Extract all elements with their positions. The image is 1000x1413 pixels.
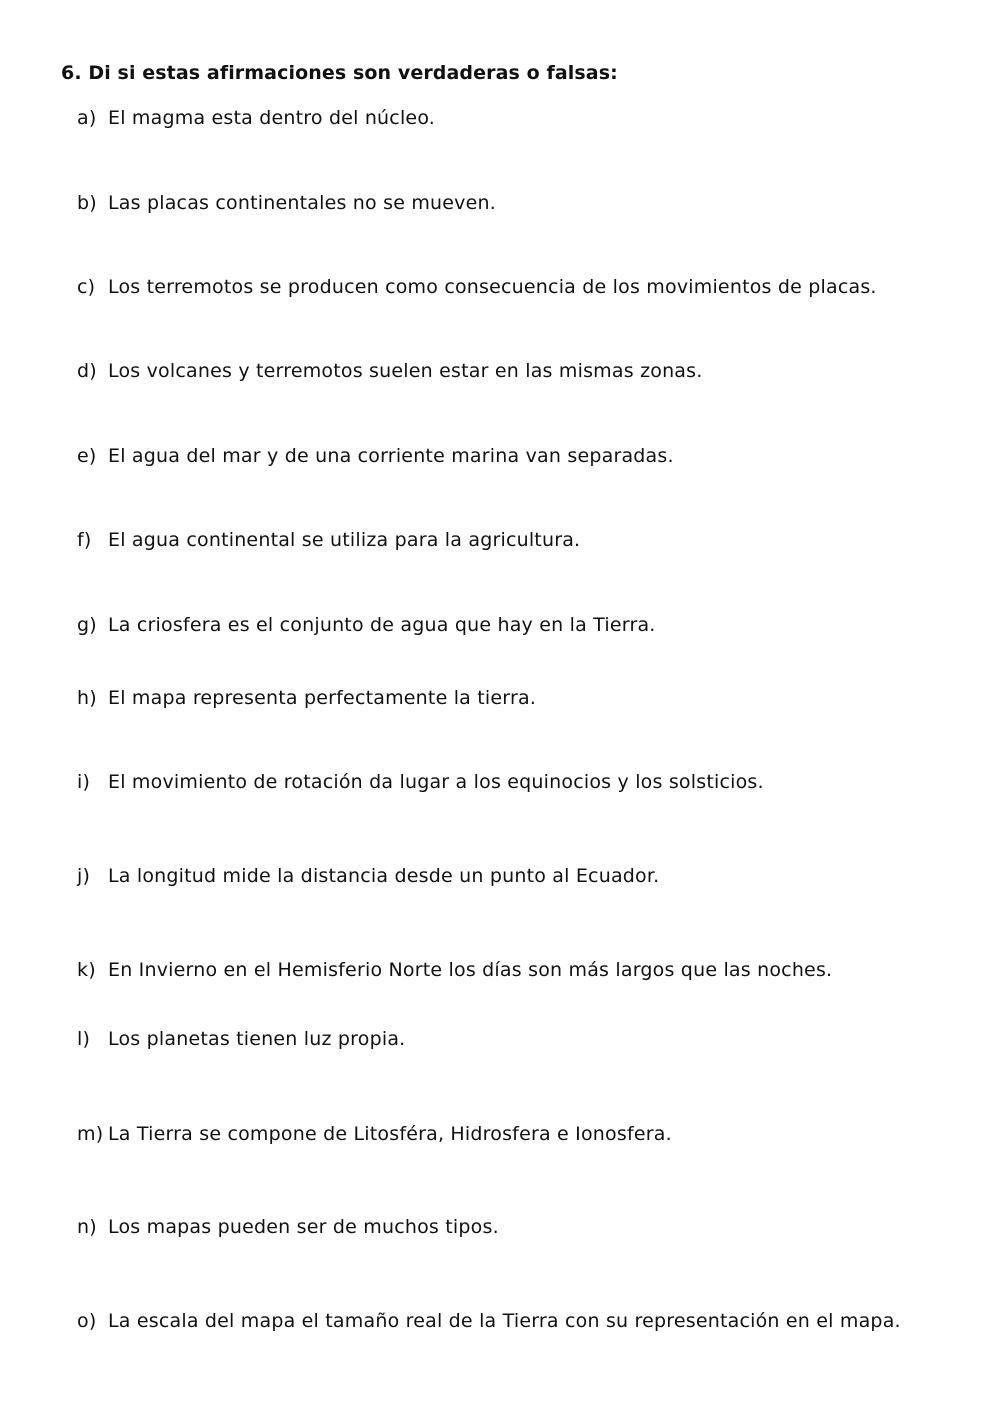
statement-g (77, 612, 656, 638)
statement-label: k) (77, 959, 96, 981)
statement-text: Los terremotos se producen como consecuencia de los movimientos de placas. (108, 276, 877, 298)
exercise-title: 6. Di si estas afirmaciones son verdaderas o falsas: (61, 62, 618, 84)
statement-h (77, 685, 536, 711)
statement-text: El agua del mar y de una corriente marina van separadas. (108, 445, 674, 467)
statement-text: El mapa representa perfectamente la tierra. (108, 687, 537, 709)
statement-label: e) (77, 445, 97, 467)
statement-label: d) (77, 360, 97, 382)
statement-label: f) (77, 529, 92, 551)
statement-text: Los planetas tienen luz propia. (108, 1028, 406, 1050)
statement-text: Las placas continentales no se mueven. (108, 192, 496, 214)
statement-label: i) (77, 771, 91, 793)
statement-j (77, 863, 659, 889)
statement-text: En Invierno en el Hemisferio Norte los días son más largos que las noches. (108, 959, 833, 981)
statement-text: La longitud mide la distancia desde un punto al Ecuador. (108, 865, 660, 887)
statement-text: La Tierra se compone de Litosféra, Hidrosfera e Ionosfera. (108, 1123, 672, 1145)
statement-label: b) (77, 192, 97, 214)
statement-i (77, 769, 764, 795)
statement-label: o) (77, 1310, 97, 1332)
statement-text: La criosfera es el conjunto de agua que hay en la Tierra. (108, 614, 656, 636)
statement-m (77, 1121, 672, 1147)
statement-text: El agua continental se utiliza para la agricultura. (108, 529, 581, 551)
statement-label: n) (77, 1216, 97, 1238)
statement-n (77, 1214, 499, 1240)
statement-f (77, 527, 580, 553)
statement-k (77, 957, 832, 983)
statement-e (77, 443, 674, 469)
statement-c (77, 274, 877, 300)
statement-d (77, 358, 703, 384)
statement-label: c) (77, 276, 96, 298)
statement-text: Los mapas pueden ser de muchos tipos. (108, 1216, 499, 1238)
statement-text: Los volcanes y terremotos suelen estar en las mismas zonas. (108, 360, 703, 382)
statement-o (77, 1308, 901, 1334)
statement-text: El magma esta dentro del núcleo. (108, 107, 436, 129)
statement-label: g) (77, 614, 97, 636)
statement-text: El movimiento de rotación da lugar a los equinocios y los solsticios. (108, 771, 764, 793)
statement-text: La escala del mapa el tamaño real de la Tierra con su representación en el mapa. (108, 1310, 901, 1332)
statement-a (77, 105, 435, 131)
statement-label: l) (77, 1028, 91, 1050)
statement-l (77, 1026, 405, 1052)
statement-label: a) (77, 107, 97, 129)
statement-label: j) (77, 865, 91, 887)
statement-label: m) (77, 1123, 104, 1145)
statement-label: h) (77, 687, 97, 709)
statement-b (77, 190, 496, 216)
